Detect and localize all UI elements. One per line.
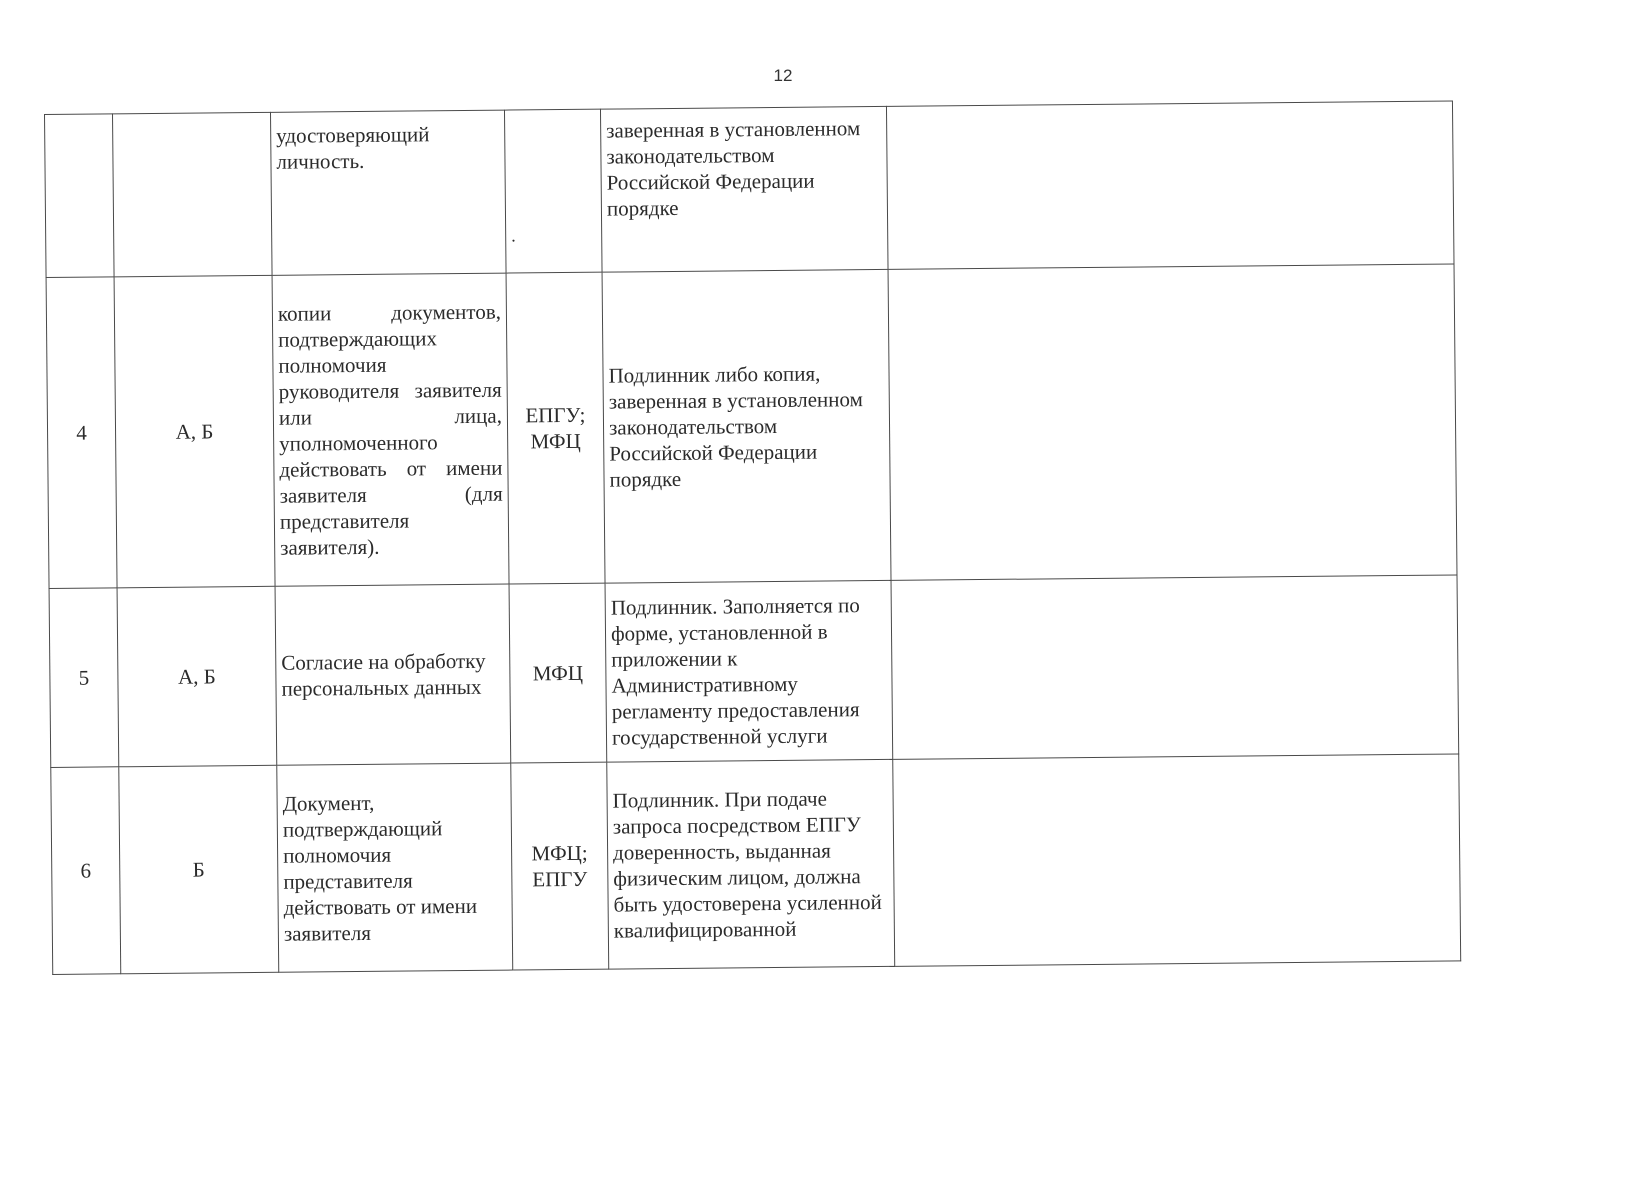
stray-mark: . xyxy=(511,225,516,246)
notes-cell xyxy=(886,101,1454,269)
notes-cell xyxy=(891,575,1459,759)
notes-cell xyxy=(888,264,1457,580)
channel-cell xyxy=(504,109,602,273)
requirements-cell: заверенная в установленном законодательством Российской Федерации порядке xyxy=(600,106,888,272)
category-cell: А, Б xyxy=(117,586,277,767)
requirements-cell: Подлинник. При подаче запроса посредством ЕПГУ доверенность, выданная физическим лицом, должна быть удостоверена усиленной квалифицированной xyxy=(607,759,895,969)
document-name-cell: Документ, подтверждающий полномочия представителя действовать от имени заявителя xyxy=(277,763,513,972)
document-name-cell: Согласие на обработку персональных данных xyxy=(275,584,511,765)
channel-cell: МФЦ xyxy=(509,583,607,763)
channel-cell: МФЦ; ЕПГУ xyxy=(511,762,609,970)
table-row xyxy=(46,264,1457,589)
row-number-cell: 5 xyxy=(49,588,119,768)
channel-cell: ЕПГУ; МФЦ xyxy=(506,272,605,584)
row-number-cell xyxy=(45,114,115,278)
documents-table xyxy=(44,100,1461,974)
table-row xyxy=(51,754,1461,975)
requirements-cell: Подлинник. Заполняется по форме, установленной в приложении к Административному регламенту предоставления государственной услуги xyxy=(605,580,893,762)
category-cell xyxy=(113,112,273,277)
table-row xyxy=(45,101,1454,278)
row-number-cell: 6 xyxy=(51,767,121,975)
row-number-cell: 4 xyxy=(46,277,117,589)
notes-cell xyxy=(893,754,1461,966)
category-cell: А, Б xyxy=(114,275,275,588)
page-number: 12 xyxy=(773,66,793,85)
table-row xyxy=(49,575,1459,768)
requirements-cell: Подлинник либо копия, заверенная в установленном законодательством Российской Федерации порядке xyxy=(602,269,891,583)
document-name-cell: копии документов, подтверждающих полномочия руководителя заявителя или лица, уполномоченного действовать от имени заявителя (для представителя заявителя). xyxy=(272,273,509,586)
category-cell: Б xyxy=(119,765,279,974)
document-name-cell: удостоверяющий личность. xyxy=(270,110,506,275)
